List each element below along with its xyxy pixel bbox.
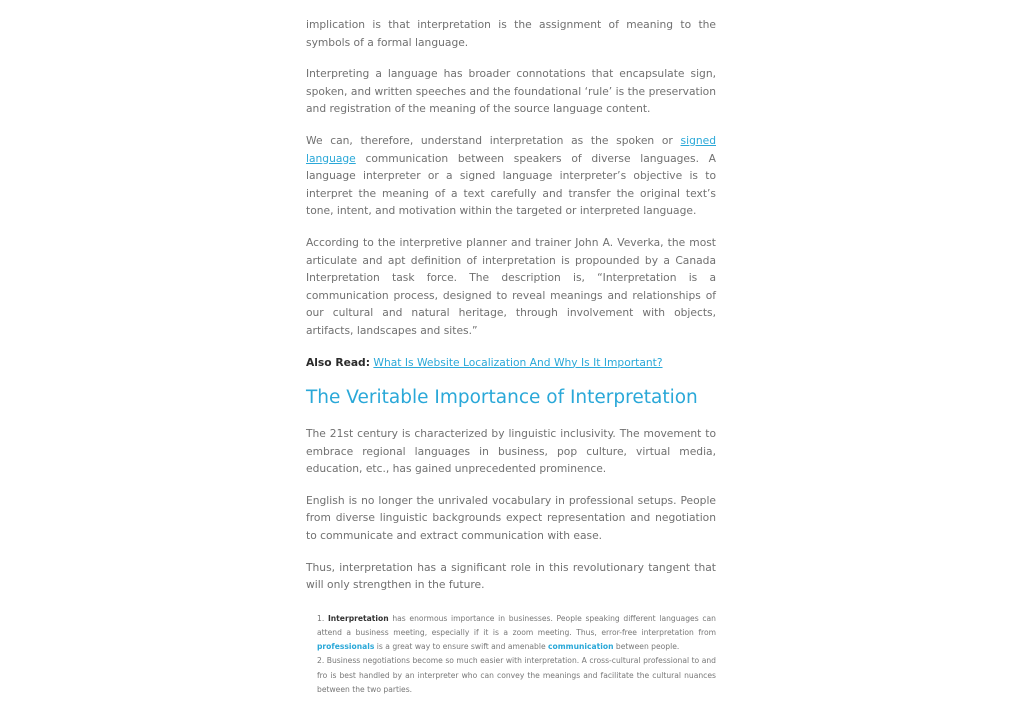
communication-link[interactable]: communication (548, 642, 614, 652)
list-item (317, 654, 716, 697)
paragraph: implication is that interpretation is the assignment of meaning to the symbols of a formal language. (306, 18, 716, 49)
also-read-link[interactable]: What Is Website Localization And Why Is It Important? (373, 355, 663, 369)
paragraph (306, 132, 716, 220)
list-text: between people. (613, 642, 680, 652)
paragraph: Thus, interpretation has a significant role in this revolutionary tangent that will only strengthen in the future. (306, 560, 716, 592)
list-number: 2. (317, 656, 325, 666)
list-term: Interpretation (327, 613, 389, 623)
article-body (306, 16, 716, 697)
also-read-label: Also Read: (306, 355, 370, 369)
list-item (317, 612, 716, 655)
paragraph: English is no longer the unrivaled vocabulary in professional setups. People from diverse linguistic backgrounds expect representation and negotiation to communicate and extract communication with ease. (306, 493, 716, 543)
paragraph-text: communication between speakers of diverse languages. A language interpreter or a signed language interpreter’s objective is to interpret the meaning of a text carefully and transfer the original text’s tone, intent, and motivation within the targeted or interpreted language. (306, 151, 716, 218)
signed-language-link[interactable]: signed language (306, 133, 716, 165)
list-number: 1. (317, 613, 325, 623)
paragraph: The 21st century is characterized by linguistic inclusivity. The movement to embrace regional languages in business, pop culture, virtual media, education, etc., has gained unprecedented prominence. (306, 427, 716, 476)
also-read (306, 354, 716, 372)
section-heading: The Veritable Importance of Interpretation (306, 387, 698, 409)
paragraph: According to the interpretive planner and trainer John A. Veverka, the most articulate and apt definition of interpretation is propounded by a Canada Interpretation task force. The description is, “Interpretation is a communication process, designed to reveal meanings and relationships of our cultural and natural heritage, through involvement with objects, artifacts, landscapes and sites.” (306, 235, 716, 337)
paragraph: Interpreting a language has broader connotations that encapsulate sign, spoken, and written speeches and the foundational ‘rule’ is the preservation and registration of the meaning of the source language content. (306, 67, 716, 116)
importance-list (317, 612, 716, 697)
list-text: Business negotiations become so much easier with interpretation. A cross-cultural professional to and fro is best handled by an interpreter who can convey the meanings and facilitate the cultural nuances between the two parties. (317, 656, 716, 694)
professionals-link[interactable]: professionals (317, 642, 375, 652)
list-text: has enormous importance in businesses. People speaking different languages can attend a business meeting, especially if it is a zoom meeting. Thus, error-free interpretation from (317, 613, 716, 638)
paragraph-text: We can, therefore, understand interpretation as the spoken or (306, 133, 681, 147)
list-text: is a great way to ensure swift and amenable (374, 642, 549, 652)
